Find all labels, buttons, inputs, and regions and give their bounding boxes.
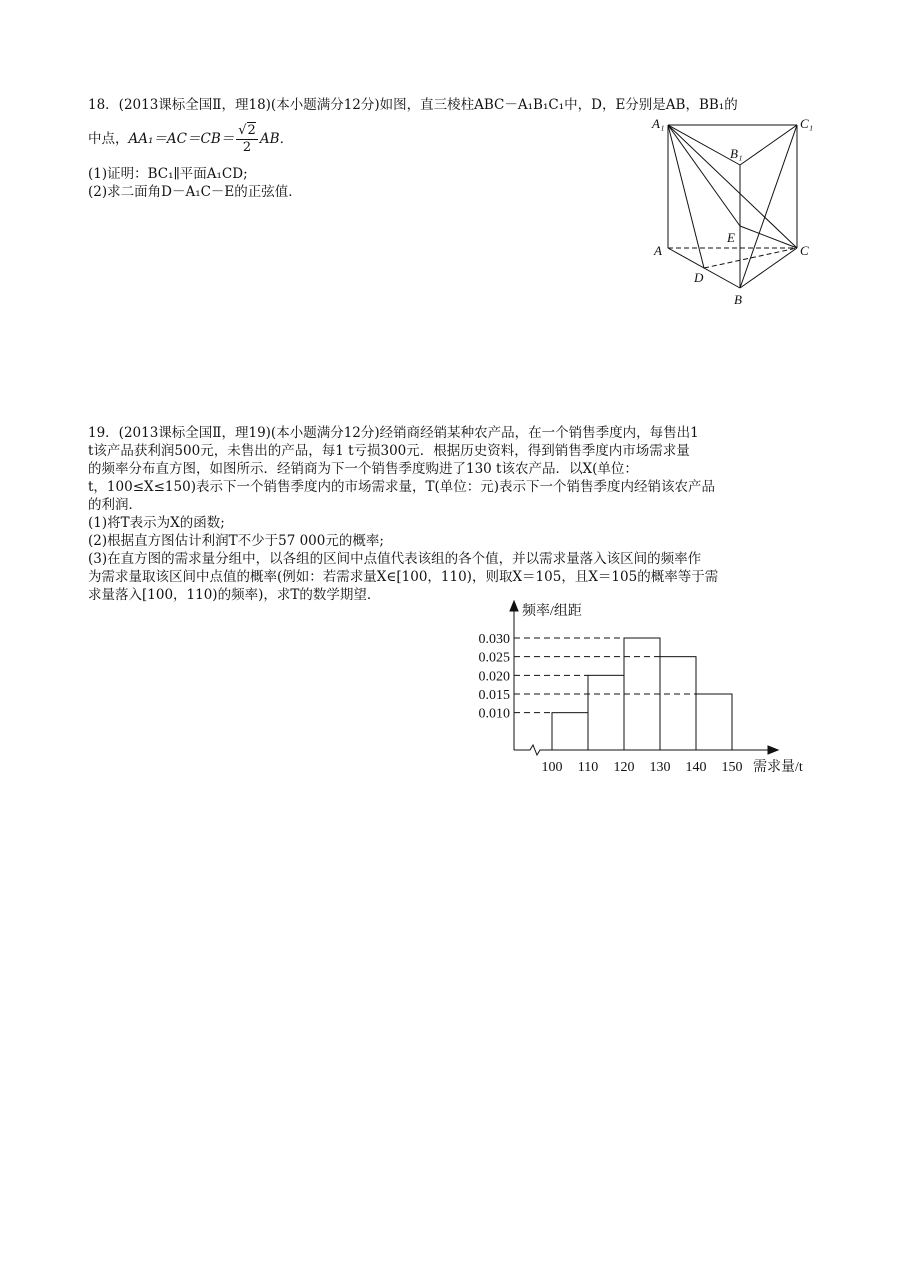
x-axis-arrow xyxy=(768,746,778,754)
segment-A1E xyxy=(668,125,743,226)
histogram-bar-140-150 xyxy=(696,694,732,750)
x-axis-label: 需求量/t xyxy=(753,760,803,775)
y-tick-label: 0.010 xyxy=(478,706,510,722)
x-tick-label: 100 xyxy=(541,760,563,775)
histogram-bar-100-110 xyxy=(552,713,588,750)
segment-CE xyxy=(740,226,797,248)
label-B: B xyxy=(734,292,742,307)
problem18-equation: AA₁＝AC＝CB＝ xyxy=(128,131,235,147)
label-D: D xyxy=(694,270,704,285)
label-C1: C₁ xyxy=(800,116,814,131)
sqrt2-over-2-fraction: $\frac{√2}{2}$ xyxy=(238,123,256,155)
x-tick-label: 130 xyxy=(649,760,671,775)
x-tick-label: 150 xyxy=(721,760,743,775)
label-E: E xyxy=(727,230,735,245)
x-tick-label: 110 xyxy=(577,760,599,775)
y-axis-label: 频率/组距 xyxy=(522,604,582,619)
fraction-numerator: 2 xyxy=(247,123,256,138)
problem19-line4: t，100≤X≤150)表示下一个销售季度内的市场需求量，T(单位：元)表示下一个销售季度内经销该农产品 xyxy=(88,479,715,495)
problem19-question3-line1: (3)在直方图的需求量分组中，以各组的区间中点值代表该组的各个值，并以需求量落入该区间的频率作 xyxy=(88,551,702,567)
demand-histogram xyxy=(460,595,820,785)
problem18-line1: 18．(2013课标全国Ⅱ，理18)(本小题满分12分)如图，直三棱柱ABC－A₁B₁C₁中，D，E分别是AB，BB₁的 xyxy=(88,97,738,113)
problem18-question2: (2)求二面角D－A₁C－E的正弦值． xyxy=(88,184,302,200)
y-tick-label: 0.020 xyxy=(478,669,510,685)
histogram-bar-130-140 xyxy=(660,657,696,750)
fraction-denominator: 2 xyxy=(242,140,252,155)
y-tick-label: 0.015 xyxy=(478,688,510,703)
problem19-line3: 的频率分布直方图，如图所示．经销商为下一个销售季度购进了130 t该农产品．以X(单位： xyxy=(88,461,638,477)
problem19-line1: 19．(2013课标全国Ⅱ，理19)(本小题满分12分)经销商经销某种农产品，在一个销售季度内，每售出1 xyxy=(88,425,699,441)
label-A: A xyxy=(654,243,662,258)
problem19-line5: 的利润． xyxy=(88,497,142,513)
problem18-question1: (1)证明：BC₁∥平面A₁CD; xyxy=(88,166,248,182)
label-C: C xyxy=(800,243,809,258)
problem19-line2: t该产品获利润500元，未售出的产品，每1 t亏损300元．根据历史资料，得到销售季度内市场需求量 xyxy=(88,443,690,459)
label-B1: B₁ xyxy=(730,146,743,161)
problem18-line2-prefix: 中点， xyxy=(88,131,129,147)
problem18-line2-suffix: AB． xyxy=(259,131,293,147)
segment-A1D xyxy=(668,125,704,268)
y-tick-label: 0.030 xyxy=(478,632,510,647)
problem19-question2: (2)根据直方图估计利润T不少于57 000元的概率; xyxy=(88,533,384,549)
y-axis-arrow xyxy=(510,601,518,611)
x-axis-break xyxy=(514,745,552,755)
histogram-bar-110-120 xyxy=(588,675,624,750)
segment-BC1 xyxy=(740,125,797,288)
prism-diagram xyxy=(640,110,830,315)
problem19-question3-line3: 求量落入[100，110)的频率)，求T的数学期望． xyxy=(88,587,381,603)
problem19-question1: (1)将T表示为X的函数; xyxy=(88,515,225,531)
x-tick-label: 120 xyxy=(613,760,635,775)
problem19-question3-line2: 为需求量取该区间中点值的概率(例如：若需求量X∈[100，110)，则取X＝105，且X＝105的概率等于需 xyxy=(88,569,719,585)
edge-B1C1 xyxy=(740,125,797,165)
problem18-line2 xyxy=(88,123,293,156)
y-tick-label: 0.025 xyxy=(478,650,510,666)
label-A1: A₁ xyxy=(652,116,665,131)
x-tick-label: 140 xyxy=(685,760,707,775)
